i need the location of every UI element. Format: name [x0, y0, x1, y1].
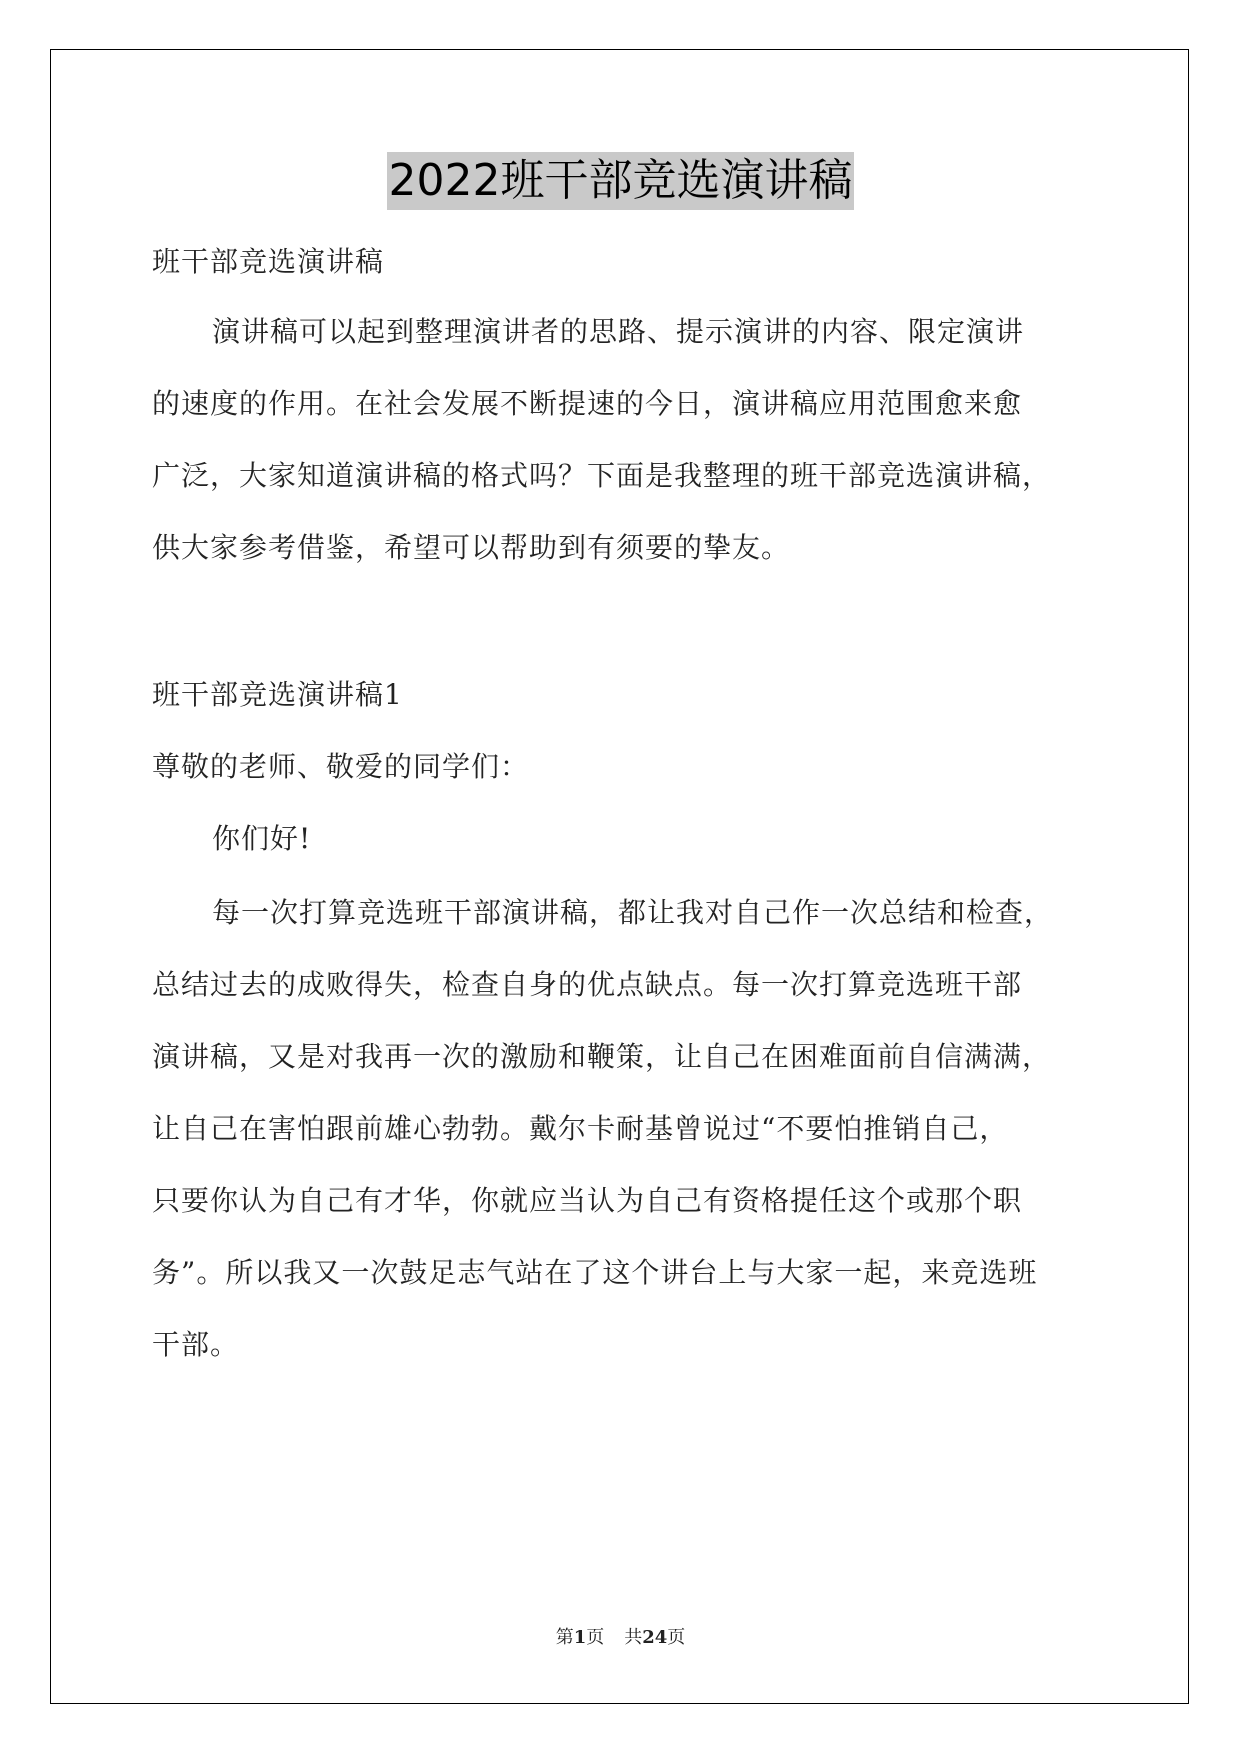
page-number: 1 [573, 1627, 587, 1648]
paragraph-line: 只要你认为自己有才华，你就应当认为自己有资格提任这个或那个职 [152, 1184, 1023, 1217]
document-title: 2022班干部竞选演讲稿 [387, 152, 855, 210]
paragraph-line: 广泛，大家知道演讲稿的格式吗？下面是我整理的班干部竞选演讲稿， [152, 459, 1052, 492]
subtitle-line: 班干部竞选演讲稿 [152, 245, 385, 278]
page-border [50, 49, 1189, 1704]
greeting-line: 你们好! [212, 822, 312, 855]
total-pages: 24 [642, 1627, 668, 1648]
paragraph-line: 的速度的作用。在社会发展不断提速的今日，演讲稿应用范围愈来愈 [152, 387, 1023, 420]
paragraph-line: 演讲稿可以起到整理演讲者的思路、提示演讲的内容、限定演讲 [212, 315, 1025, 348]
total-prefix: 共 [624, 1627, 643, 1648]
total-suffix: 页 [667, 1627, 686, 1648]
paragraph-line: 每一次打算竞选班干部演讲稿，都让我对自己作一次总结和检查， [212, 896, 1054, 929]
section-heading: 班干部竞选演讲稿1 [152, 678, 403, 711]
salutation-line: 尊敬的老师、敬爱的同学们： [152, 750, 530, 783]
paragraph-line: 演讲稿，又是对我再一次的激励和鞭策，让自己在困难面前自信满满， [152, 1040, 1052, 1073]
page-prefix: 第 [555, 1627, 574, 1648]
title-container [0, 152, 1241, 210]
paragraph-line: 供大家参考借鉴，希望可以帮助到有须要的挚友。 [152, 531, 791, 564]
page-suffix: 页 [586, 1627, 605, 1648]
paragraph-line: 总结过去的成败得失，检查自身的优点缺点。每一次打算竞选班干部 [152, 968, 1023, 1001]
paragraph-line: 干部。 [152, 1328, 240, 1361]
paragraph-line: 务”。所以我又一次鼓足志气站在了这个讲台上与大家一起，来竞选班 [152, 1256, 1038, 1289]
paragraph-line: 让自己在害怕跟前雄心勃勃。戴尔卡耐基曾说过“不要怕推销自己， [152, 1112, 1009, 1145]
page-footer [0, 1626, 1241, 1650]
